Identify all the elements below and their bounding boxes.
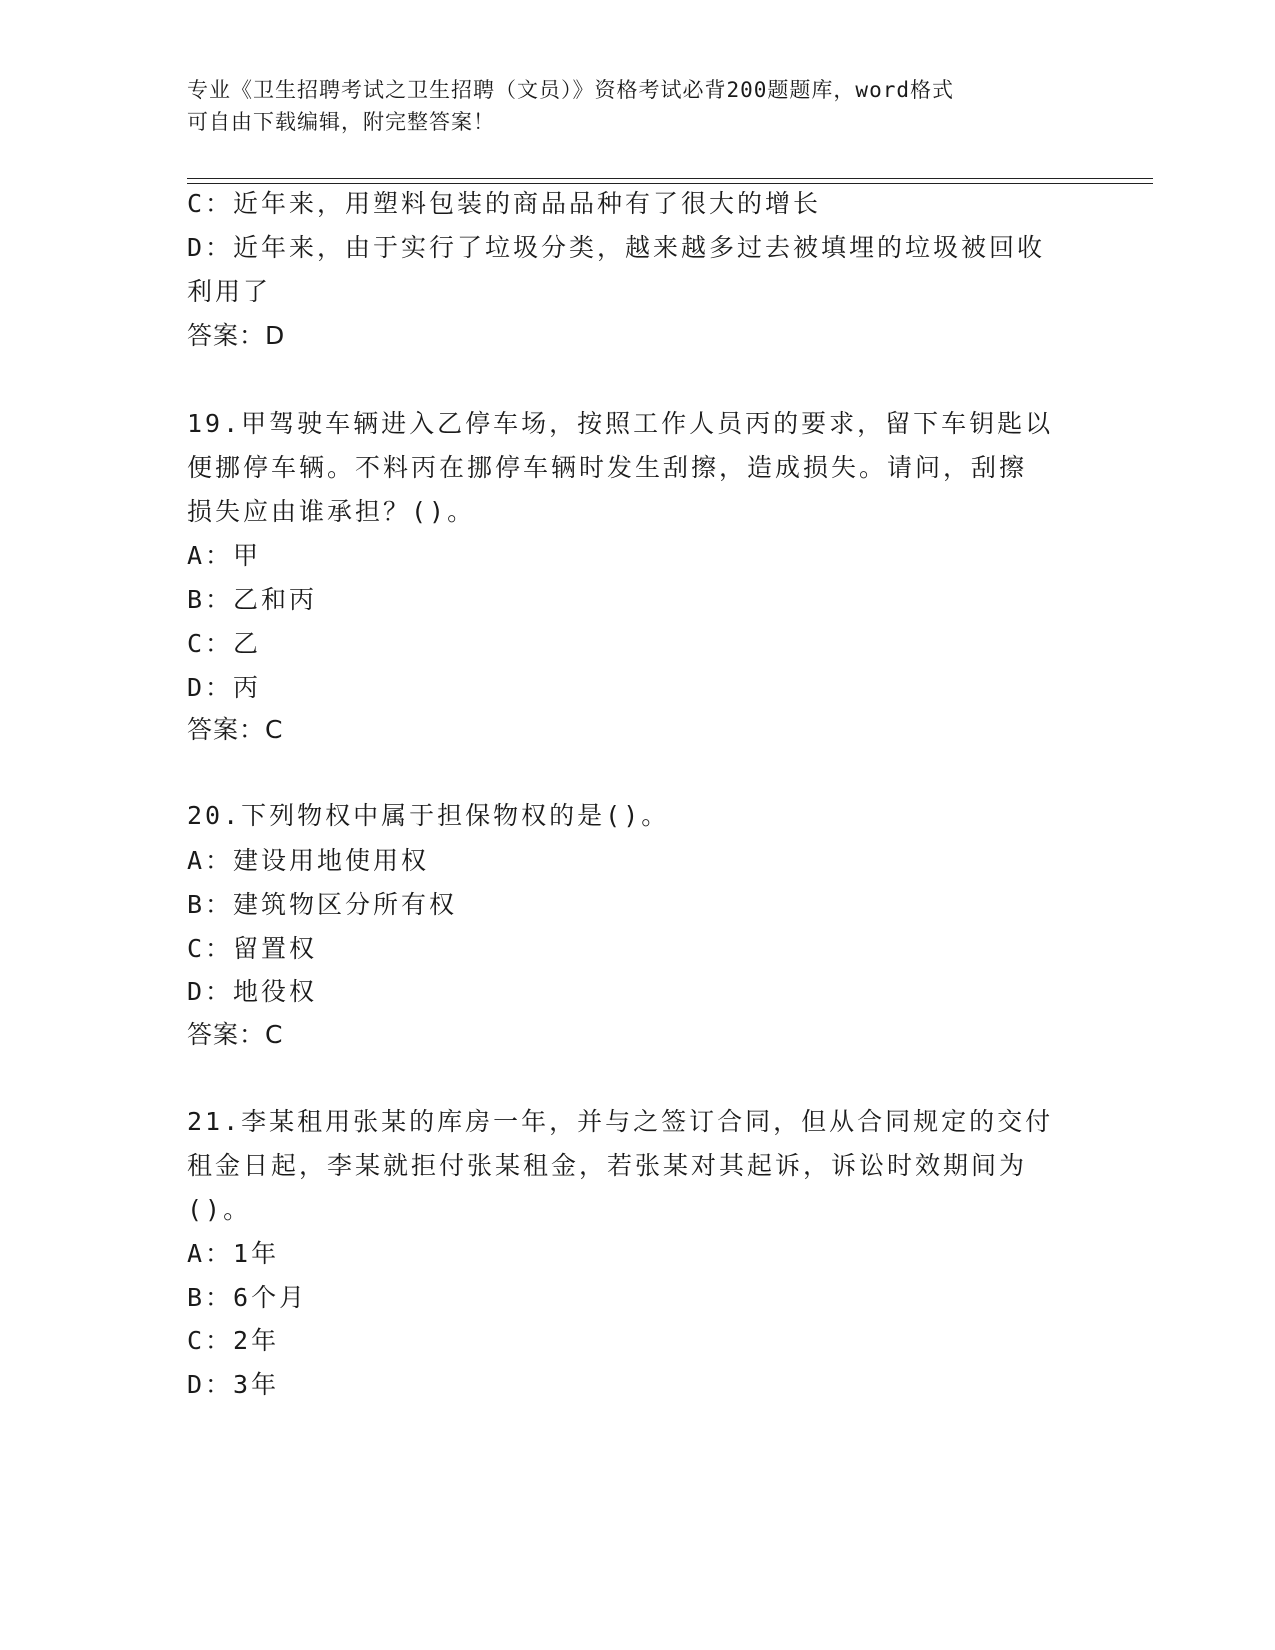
q20-option-b: B：建筑物区分所有权	[187, 890, 458, 919]
q21-option-d: D：3年	[187, 1370, 280, 1399]
prev-option-c: C：近年来，用塑料包装的商品品种有了很大的增长	[187, 189, 822, 218]
q21-stem-line-1: 21.李某租用张某的库房一年，并与之签订合同，但从合同规定的交付	[187, 1107, 1054, 1136]
q19-option-c: C：乙	[187, 629, 262, 658]
header-line-1: 专业《卫生招聘考试之卫生招聘（文员）》资格考试必背200题题库，word格式	[187, 78, 954, 102]
q19-answer: 答案：C	[187, 715, 284, 744]
q21-option-c: C：2年	[187, 1326, 280, 1355]
header-line-2: 可自由下载编辑，附完整答案！	[187, 110, 495, 134]
q21-stem-line-3: ()。	[187, 1195, 252, 1224]
q19-option-d: D：丙	[187, 673, 262, 702]
q20-answer: 答案：C	[187, 1020, 284, 1049]
prev-option-d-line-2: 利用了	[187, 277, 272, 306]
header-divider-bottom	[187, 183, 1153, 184]
q19-option-b: B：乙和丙	[187, 585, 318, 614]
q21-stem-line-2: 租金日起，李某就拒付张某租金，若张某对其起诉，诉讼时效期间为	[187, 1151, 1028, 1180]
q21-option-a: A：1年	[187, 1239, 280, 1268]
q20-option-a: A：建设用地使用权	[187, 846, 430, 875]
q21-option-b: B：6个月	[187, 1283, 308, 1312]
header-divider-top	[187, 178, 1153, 179]
q19-stem-line-1: 19.甲驾驶车辆进入乙停车场，按照工作人员丙的要求，留下车钥匙以	[187, 409, 1054, 438]
q19-option-a: A：甲	[187, 541, 262, 570]
q19-stem-line-3: 损失应由谁承担？()。	[187, 497, 476, 526]
prev-option-d-line-1: D：近年来，由于实行了垃圾分类，越来越多过去被填埋的垃圾被回收	[187, 233, 1046, 262]
q19-stem-line-2: 便挪停车辆。不料丙在挪停车辆时发生刮擦，造成损失。请问，刮擦	[187, 453, 1028, 482]
document-header	[187, 74, 1067, 138]
prev-answer: 答案：D	[187, 321, 286, 350]
q20-option-c: C：留置权	[187, 934, 318, 963]
q20-stem-line-1: 20.下列物权中属于担保物权的是()。	[187, 801, 670, 830]
q20-option-d: D：地役权	[187, 977, 318, 1006]
